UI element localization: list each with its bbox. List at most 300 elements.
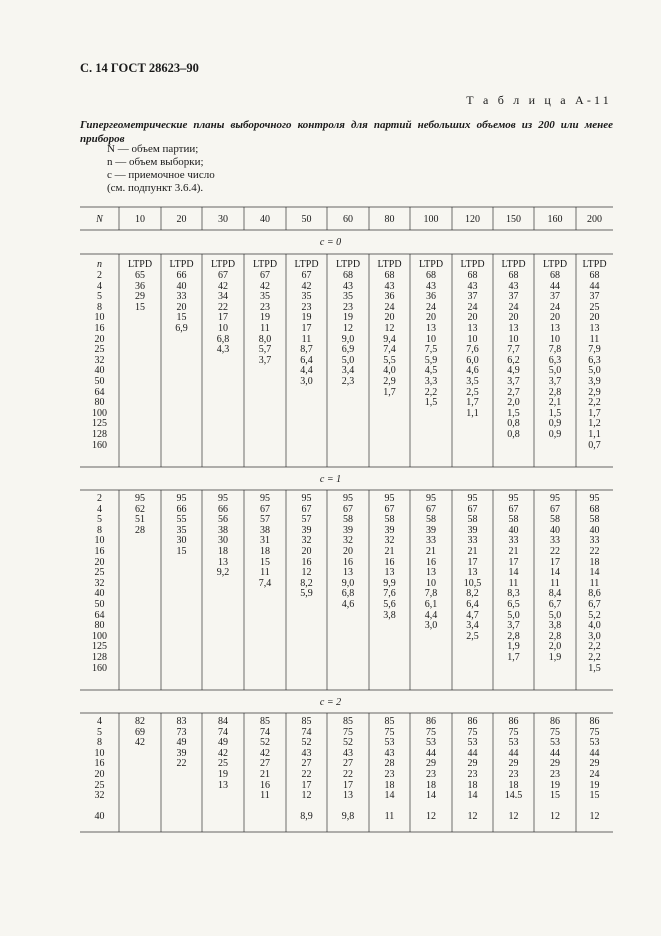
value-cell: LTPD	[418, 259, 444, 271]
value-cell: 44	[589, 747, 600, 759]
sample-size-cell: 4	[97, 503, 102, 515]
sample-size-cell: 40	[94, 588, 105, 600]
value-cell: 32	[343, 535, 353, 547]
value-cell: 32	[384, 535, 395, 547]
value-cell: 13	[384, 567, 395, 579]
value-cell: 1,1	[588, 429, 601, 440]
value-cell: 2,1	[548, 397, 562, 409]
value-cell: 57	[301, 514, 312, 526]
sample-size-cell: 128	[92, 429, 107, 440]
value-cell: 4,6	[341, 599, 355, 610]
value-cell: 2,8	[548, 386, 562, 398]
value-cell: 0,8	[507, 418, 520, 430]
value-cell: 8,6	[588, 588, 601, 600]
legend-line: c — приемочное число	[107, 169, 215, 181]
sample-size-cell: 125	[92, 418, 107, 430]
value-cell: 6,9	[175, 323, 188, 334]
value-cell: 23	[467, 769, 478, 780]
value-cell: 38	[260, 524, 270, 536]
value-cell: 6,5	[507, 599, 520, 610]
value-cell: 39	[426, 524, 436, 536]
value-cell: 7,4	[383, 344, 396, 356]
value-cell: 5,6	[383, 599, 396, 610]
value-cell: 15	[550, 790, 560, 802]
value-cell: 10,5	[463, 577, 482, 589]
value-cell: LTPD	[294, 259, 319, 271]
value-cell: 36	[135, 280, 145, 292]
value-cell: 95	[301, 493, 312, 504]
sample-size-cell: 40	[94, 365, 105, 377]
value-cell: 25	[218, 758, 228, 770]
value-cell: 33	[550, 535, 560, 547]
value-cell: 18	[508, 779, 519, 791]
value-cell: 58	[426, 514, 436, 526]
value-cell: 2,0	[507, 397, 520, 409]
value-cell: 14	[384, 790, 395, 802]
value-cell: 19	[301, 312, 312, 324]
value-cell: 16	[426, 556, 436, 568]
value-cell: 19	[589, 779, 600, 791]
value-cell: 43	[343, 280, 353, 292]
value-cell: 68	[426, 270, 436, 281]
value-cell: 13	[508, 323, 519, 334]
value-cell: 49	[176, 737, 187, 749]
value-cell: 20	[384, 312, 395, 324]
value-cell: 7,7	[507, 344, 520, 356]
value-cell: 15	[135, 301, 145, 313]
value-cell: 53	[508, 737, 519, 749]
value-cell: 1,1	[466, 407, 479, 419]
value-cell: 12	[589, 811, 600, 823]
sample-size-cell: 100	[92, 630, 107, 642]
value-cell: 18	[426, 779, 436, 791]
value-cell: 35	[260, 291, 270, 303]
column-header: 50	[301, 214, 312, 225]
value-cell: 2,5	[466, 386, 479, 398]
value-cell: LTPD	[542, 259, 568, 271]
value-cell: 58	[343, 514, 353, 526]
value-cell: 7,6	[466, 344, 479, 356]
value-cell: 86	[467, 716, 478, 727]
value-cell: 21	[384, 546, 395, 557]
value-cell: 11	[508, 577, 519, 589]
value-cell: 16	[343, 556, 353, 568]
value-cell: 2,8	[548, 630, 562, 642]
value-cell: 67	[550, 503, 560, 515]
sample-size-cell: 50	[94, 376, 105, 387]
value-cell: 17	[218, 312, 228, 324]
value-cell: 23	[508, 769, 519, 780]
column-header: 20	[176, 214, 187, 225]
sample-size-cell: 160	[92, 439, 107, 451]
value-cell: 14.5	[504, 790, 523, 802]
value-cell: 22	[301, 769, 312, 780]
value-cell: 12	[550, 811, 560, 823]
value-cell: 11	[550, 577, 560, 589]
value-cell: 86	[508, 716, 519, 727]
value-cell: 13	[467, 323, 478, 334]
value-cell: 14	[508, 567, 519, 579]
value-cell: 2,7	[507, 386, 520, 398]
sample-size-cell: 10	[94, 535, 105, 547]
value-cell: 3,0	[588, 630, 601, 642]
value-cell: 20	[589, 312, 600, 324]
value-cell: LTPD	[210, 259, 236, 271]
value-cell: 19	[218, 769, 228, 780]
value-cell: 38	[218, 524, 228, 536]
value-cell: 22	[550, 546, 560, 557]
value-cell: 4,4	[424, 609, 438, 621]
value-cell: 68	[589, 503, 600, 515]
value-cell: 14	[550, 567, 560, 579]
value-cell: 16	[260, 779, 270, 791]
value-cell: 67	[426, 503, 436, 515]
value-cell: 68	[508, 270, 519, 281]
n-header: n	[97, 259, 102, 271]
value-cell: 95	[508, 493, 519, 504]
value-cell: 7,4	[258, 577, 272, 589]
value-cell: 22	[589, 546, 600, 557]
value-cell: 7,8	[424, 588, 438, 600]
sample-size-cell: 20	[94, 333, 105, 345]
value-cell: 29	[508, 758, 519, 770]
legend-line: N — объем партии;	[107, 143, 199, 155]
value-cell: 20	[508, 312, 519, 324]
value-cell: 42	[260, 280, 270, 292]
value-cell: 33	[508, 535, 519, 547]
value-cell: 39	[384, 524, 395, 536]
value-cell: 24	[508, 301, 519, 313]
value-cell: 29	[467, 758, 478, 770]
sample-size-cell: 25	[94, 344, 105, 356]
value-cell: 84	[218, 716, 228, 727]
value-cell: 1,5	[548, 407, 562, 419]
value-cell: 68	[550, 270, 560, 281]
value-cell: 44	[426, 747, 436, 759]
value-cell: 95	[343, 493, 353, 504]
value-cell: 18	[467, 779, 478, 791]
value-cell: 3,8	[383, 609, 396, 621]
value-cell: 68	[343, 270, 353, 281]
value-cell: LTPD	[252, 259, 278, 271]
value-cell: 2,9	[383, 376, 396, 387]
value-cell: 4,6	[466, 365, 479, 377]
value-cell: 13	[426, 323, 436, 334]
sample-size-cell: 10	[94, 312, 105, 324]
value-cell: 12	[301, 567, 312, 579]
value-cell: 0,7	[588, 439, 601, 451]
value-cell: 8,2	[466, 588, 479, 600]
table-number: Т а б л и ц а А-11	[466, 93, 612, 107]
value-cell: 6,4	[300, 354, 313, 366]
column-header: N	[96, 214, 103, 225]
value-cell: 68	[589, 270, 600, 281]
value-cell: 67	[301, 503, 312, 515]
value-cell: 23	[426, 769, 436, 780]
value-cell: 22	[176, 758, 187, 770]
sample-size-cell: 125	[92, 641, 107, 653]
value-cell: 37	[508, 291, 519, 303]
value-cell: 40	[589, 524, 600, 536]
value-cell: 4,3	[216, 344, 230, 356]
section-label: c = 2	[319, 697, 342, 708]
value-cell: 3,7	[507, 620, 520, 632]
value-cell: 2,3	[341, 376, 355, 387]
value-cell: 11	[260, 567, 270, 579]
value-cell: 27	[301, 758, 312, 770]
column-header: 120	[465, 214, 480, 225]
sample-size-cell: 50	[94, 599, 105, 610]
value-cell: 4,0	[588, 620, 601, 632]
sample-size-cell: 25	[94, 779, 105, 791]
value-cell: 51	[135, 514, 145, 526]
value-cell: 1,7	[383, 386, 396, 398]
value-cell: 13	[426, 567, 436, 579]
value-cell: 85	[384, 716, 395, 727]
value-cell: 39	[343, 524, 353, 536]
value-cell: 1,7	[466, 397, 479, 409]
value-cell: 6,8	[341, 588, 355, 600]
value-cell: 75	[384, 726, 395, 738]
value-cell: 18	[260, 546, 270, 557]
value-cell: 95	[467, 493, 478, 504]
sample-size-cell: 8	[97, 737, 102, 749]
value-cell: 15	[260, 556, 270, 568]
value-cell: 12	[384, 323, 395, 334]
value-cell: LTPD	[169, 259, 194, 271]
value-cell: 75	[550, 726, 560, 738]
value-cell: 74	[260, 726, 270, 738]
value-cell: 29	[135, 291, 145, 303]
value-cell: 1,9	[548, 652, 562, 663]
value-cell: 44	[508, 747, 519, 759]
column-header: 10	[135, 214, 145, 225]
value-cell: 95	[135, 493, 145, 504]
value-cell: 13	[550, 323, 560, 334]
value-cell: 5,7	[258, 344, 272, 356]
value-cell: 17	[301, 779, 312, 791]
value-cell: 66	[176, 270, 187, 281]
value-cell: 24	[384, 301, 395, 313]
value-cell: 55	[176, 514, 187, 526]
value-cell: 53	[384, 737, 395, 749]
value-cell: 0,8	[507, 429, 520, 440]
value-cell: 5,9	[424, 354, 438, 366]
sample-size-cell: 25	[94, 567, 105, 579]
value-cell: 13	[343, 790, 353, 802]
value-cell: 66	[218, 503, 228, 515]
value-cell: 43	[301, 747, 312, 759]
value-cell: 3,7	[258, 354, 272, 366]
value-cell: 52	[260, 737, 270, 749]
value-cell: 9,0	[341, 333, 355, 345]
column-header: 150	[506, 214, 521, 225]
value-cell: 67	[301, 270, 312, 281]
value-cell: 22	[343, 769, 353, 780]
value-cell: LTPD	[127, 259, 153, 271]
sample-size-cell: 20	[94, 769, 105, 780]
value-cell: 58	[467, 514, 478, 526]
value-cell: 95	[260, 493, 270, 504]
value-cell: 2,2	[424, 386, 438, 398]
column-header: 160	[547, 214, 563, 225]
value-cell: 8,2	[300, 577, 313, 589]
value-cell: 17	[301, 323, 312, 334]
value-cell: 67	[343, 503, 353, 515]
value-cell: 2,5	[466, 630, 479, 642]
value-cell: 1,7	[507, 652, 520, 663]
value-cell: 13	[589, 323, 600, 334]
value-cell: 28	[135, 524, 145, 536]
value-cell: 16	[301, 556, 312, 568]
value-cell: 18	[589, 556, 600, 568]
value-cell: 5,9	[300, 588, 313, 600]
value-cell: 6,3	[588, 354, 601, 366]
value-cell: 58	[384, 514, 395, 526]
value-cell: 24	[467, 301, 478, 313]
value-cell: 14	[426, 790, 436, 802]
value-cell: 17	[467, 556, 478, 568]
value-cell: 16	[384, 556, 395, 568]
value-cell: 85	[301, 716, 312, 727]
value-cell: 85	[343, 716, 353, 727]
value-cell: 6,4	[466, 599, 479, 610]
value-cell: 68	[467, 270, 478, 281]
value-cell: 13	[467, 567, 478, 579]
value-cell: 24	[426, 301, 436, 313]
value-cell: 42	[135, 737, 145, 749]
value-cell: 6,2	[507, 354, 520, 366]
value-cell: 3,3	[424, 376, 438, 387]
column-header: 60	[343, 214, 353, 225]
value-cell: 35	[301, 291, 312, 303]
legend-line: n — объем выборки;	[107, 156, 204, 168]
value-cell: 12	[301, 790, 312, 802]
value-cell: 36	[426, 291, 436, 303]
value-cell: 44	[550, 280, 560, 292]
value-cell: 74	[218, 726, 228, 738]
value-cell: 68	[384, 270, 395, 281]
sample-size-cell: 2	[97, 270, 102, 281]
value-cell: 13	[218, 779, 228, 791]
value-cell: 35	[343, 291, 353, 303]
value-cell: 40	[508, 524, 519, 536]
value-cell: 33	[467, 535, 478, 547]
sample-size-cell: 4	[97, 716, 102, 727]
value-cell: 35	[176, 524, 187, 536]
value-cell: 56	[218, 514, 228, 526]
value-cell: 11	[589, 333, 600, 345]
sample-size-cell: 128	[92, 652, 107, 663]
value-cell: LTPD	[460, 259, 485, 271]
value-cell: 11	[260, 323, 270, 334]
value-cell: 20	[301, 546, 312, 557]
value-cell: 3,9	[588, 376, 601, 387]
value-cell: 95	[550, 493, 560, 504]
value-cell: 67	[260, 270, 270, 281]
value-cell: 12	[508, 811, 519, 823]
value-cell: 3,7	[507, 376, 520, 387]
value-cell: 95	[218, 493, 228, 504]
value-cell: 5,5	[383, 354, 396, 366]
sample-size-cell: 2	[97, 493, 102, 504]
column-header: 40	[260, 214, 270, 225]
sample-size-cell: 8	[97, 301, 102, 313]
value-cell: 6,9	[341, 344, 355, 356]
sample-size-cell: 100	[92, 407, 107, 419]
value-cell: 37	[589, 291, 600, 303]
value-cell: 14	[589, 567, 600, 579]
value-cell: 53	[467, 737, 478, 749]
value-cell: 7,8	[548, 344, 562, 356]
value-cell: 2,9	[588, 386, 601, 398]
value-cell: 5,0	[548, 609, 562, 621]
value-cell: 9,0	[341, 577, 355, 589]
value-cell: 1,7	[588, 407, 601, 419]
value-cell: 95	[384, 493, 395, 504]
value-cell: 7,5	[424, 344, 438, 356]
value-cell: 57	[260, 514, 270, 526]
value-cell: 67	[384, 503, 395, 515]
value-cell: 21	[260, 769, 270, 780]
value-cell: 58	[508, 514, 519, 526]
value-cell: 42	[218, 747, 228, 759]
value-cell: 37	[550, 291, 560, 303]
value-cell: 3,0	[300, 376, 313, 387]
value-cell: 8,0	[258, 333, 272, 345]
sample-size-cell: 32	[94, 354, 105, 366]
value-cell: 20	[467, 312, 478, 324]
legend-line: (см. подпункт 3.6.4).	[107, 182, 204, 194]
column-header: 80	[384, 214, 395, 225]
value-cell: 82	[135, 716, 145, 727]
value-cell: 67	[467, 503, 478, 515]
value-cell: 2,8	[507, 630, 520, 642]
sample-size-cell: 20	[94, 556, 105, 568]
value-cell: 74	[301, 726, 312, 738]
value-cell: 19	[343, 312, 353, 324]
value-cell: 43	[343, 747, 353, 759]
table-caption: Гипергеометрические планы выборочного контроля для партий небольших объемов из 200 или менее приборов	[80, 119, 613, 145]
value-cell: LTPD	[501, 259, 526, 271]
value-cell: 3,4	[341, 365, 355, 377]
value-cell: 5,0	[507, 609, 520, 621]
value-cell: 83	[176, 716, 187, 727]
value-cell: 8,9	[300, 811, 313, 823]
value-cell: 17	[550, 556, 560, 568]
value-cell: 43	[384, 280, 395, 292]
value-cell: 24	[550, 301, 560, 313]
value-cell: 33	[589, 535, 600, 547]
value-cell: 75	[426, 726, 436, 738]
value-cell: 36	[384, 291, 395, 303]
value-cell: 24	[589, 769, 600, 780]
value-cell: 7,9	[588, 344, 601, 356]
value-cell: 32	[301, 535, 312, 547]
value-cell: 3,5	[466, 376, 479, 387]
value-cell: 1,2	[588, 418, 601, 430]
value-cell: 3,8	[548, 620, 562, 632]
sample-size-cell: 160	[92, 662, 107, 674]
value-cell: 0,9	[548, 429, 562, 440]
value-cell: 42	[260, 747, 270, 759]
value-cell: 0,9	[548, 418, 562, 430]
value-cell: 40	[176, 280, 187, 292]
value-cell: 27	[260, 758, 270, 770]
value-cell: 53	[550, 737, 560, 749]
sample-size-cell: 5	[97, 291, 102, 303]
value-cell: 39	[301, 524, 312, 536]
